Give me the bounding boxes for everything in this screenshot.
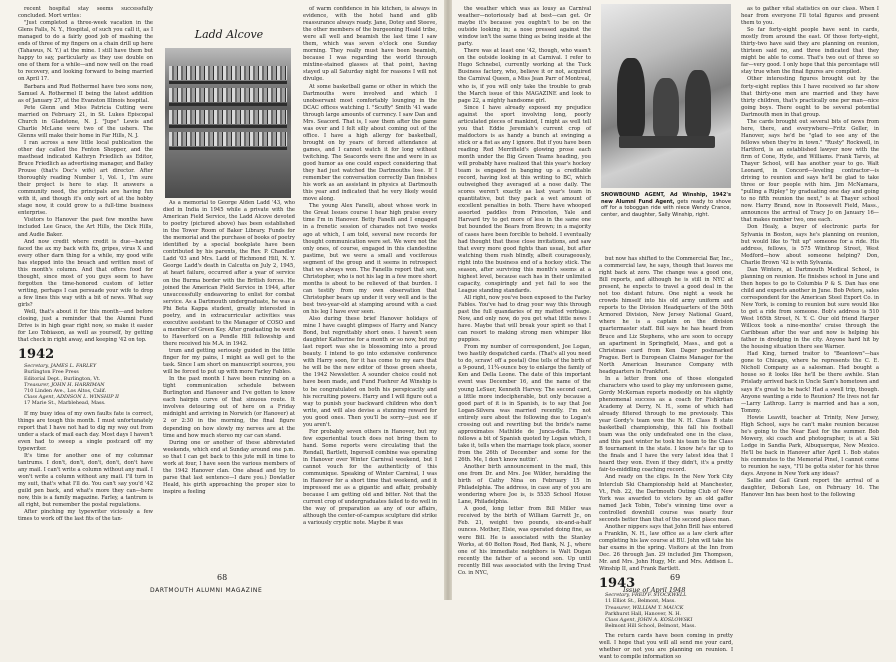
left-column-2 (163, 200, 295, 564)
paragraph: Pete Glenn and Miss Patricia Cutting were married on February 21, in St. Lukes Episcopal Church in Gladstone, N. J. "Jupe" Lewis and Charlie McLane were two of the ushers. The Glenns will make their home in Far Hills, N. J. (18, 104, 153, 139)
photo-caption-lead: SNOWBOUND AGENT, Ad Winship, 1942's new Alumni Fund Agent, (601, 192, 731, 205)
treasurer-line-1943: Treasurer, WILLIAM T. MAUCK (605, 604, 684, 611)
paragraph: The return cards have been coming in pretty well. I hope that you will all send me your card, whether or not you are planning on reunion. I want to compile information so (599, 633, 733, 661)
secretary-address-1943: 11 Elliot St., Belmont, Mass. (605, 598, 676, 605)
paragraph: For probably seven others in Hanover, but my few experiential touch does not bring them to hand. Some reports were circulating that the Rendall, Bartlett, Ingersoll combine was operating in Hanover over Winter Carnival weekend, but I cannot vouch for the authenticity of this communique. Speaking of Winter Carnival, I was in Hanover for a short time that weekend, and it impressed me as a gigantic and affair, probably because I am getting old and bitter. Not that the current crop of undergraduates failed to do well in the way of preparation as any of our affairs, although the center-of-campus sculpture did strike a variously cryptic note. Maybe it was (303, 428, 437, 527)
class-agent-address: 17 Marie St., Marblehead, Mass. (24, 400, 106, 407)
left-col1-body (18, 6, 153, 344)
paragraph: trum and getting seriously guided in the little finger for my pains, I might as well get to the task. Since I am short on manuscript sources, you will be forced to put up with more Farley Fables. (163, 347, 295, 376)
ladd-alcove-photo-block (163, 4, 295, 196)
photo-caption-text: gets ready to shove off for a toboggan ride with niece Wendy Crance, center, and daughter, Sally Winship, right. (601, 198, 732, 219)
paragraph: Barbara and Rud Rothermel have two sons now, Samuel A. Rothermel II being the latest addition as of January 27, at the Evanston Illinois hospital. (18, 83, 153, 104)
secretary-address: Burlington Free Press (24, 369, 79, 376)
secretary-line: Secretary, JAMES L. FARLEY (24, 363, 97, 370)
paragraph: All right, now you've been exposed to the Farley Fables. You've had to drag your way this through past the full quandaries of my matted verbiage. Now, and only now, do you get what little news I have. Maybe that will break your spirit so that I can resort to making strong men whimper like puppies. (458, 294, 591, 344)
footer-right: Issue of April 1948 (623, 586, 686, 594)
paragraph: And ready on the clips. In the New York City Interclub Ski Championship held at Manchester, Vt., Feb. 22, the Dartmouth Outing Club of New York was awarded to victors by an old gaffer named Jack Tobin, Tobe's winning time over a controlled downhill course was nearly four seconds better than that of the second place man. (599, 474, 733, 523)
snowbound-agent-photo (601, 4, 731, 188)
paragraph: Other interesting figures brought out by the forty-eight replies this I have received so far show that thirty-one men are married and they have thirty children, that's practically one per man—nice going boys. There ought to be several potential Dartmouth men in that group. (741, 76, 879, 118)
paragraph: as to gather vital statistics on our class. When I hear from everyone I'll total figures and present them to you. (741, 6, 879, 27)
left-column-1 (18, 6, 153, 564)
paragraph: Well, that's about it for this month—and before closing, just a reminder that the Alumni Fund Drive is in high gear right now, so make it easier for Leo Tobiason, as well as yourself, by getting that check in right away, and keeping '42 on top. (18, 309, 153, 344)
secretary-address-2: Editorial Dept., Burlington, Vt. (24, 375, 101, 382)
paragraph: During one or another of these abbreviated weekends, which end at Sunday around one p.m. so that I can get back to this jute mill in time to work at four, I have seen the various members of the 1942 Hanover clan. One ahead and try to parse that last sentence—I dare you.) Dowlatler Heald, his girth approaching the proper size to inspire a feeling (163, 439, 295, 495)
paragraph: Had King, turned traitor to "Beantown"—has gone to Chicago, where he represents the C. E. Nicholl Company as a salesman. Had bought a house so it looks like he'll be there awhile. Stan Prislady arrived back in Uncle Sam's hometown and says it's great to be back! Had a swell trip, though. Anyone wanting a ride to Reunion? He lives not far—Larry Lathrop. Larry is married and has a son, Tommy. (741, 351, 879, 414)
paragraph: Howie Leavitt, teacher at Trinity, New Jersey, High School, says he can't make reunion because he's going to the Near East for the summer. Bob Mowery, ski coach and photographer, is at a Ski Lodge in Sandia Park, Albuquerque, New Mexico. He'll be back in Hanover after April 1. Bob states his commutes to the Memorial Pinel, I cannot come to reunion he says, "I'll be gotta sister for his three days. Anyone in New York any ideas? (741, 414, 879, 478)
paragraph: Don Healy, a buyer of electronic parts for Sylvania in Boston, says he's planning on reunion, but would like to "hit up" someone for a ride. His address, fellows, is 575 Winthrop Street, West Medford—how about someone helping? Don, Charlie Brown '42 is with Sylvania. (741, 224, 879, 266)
paragraph: If my busy idea of my own faults fate is correct, things are tough this month. I must unfortunately report that I have not had to dig my way out from under a stack of mail each day. Most days I haven't even had to sweep a single postcard off my typewriter. (18, 410, 153, 452)
right-col1-body (458, 6, 591, 577)
right-page (450, 0, 896, 661)
paragraph: It's time for another one of my columnar tantrums. I don't, don't, don't, don't, don't have any mail. I can't write a column without any mail. I won't write a column without any mail. I'll turn in my suit, that's what I'll do. You can't say you'd '42 guild pen back, and what's more they can—here now, this is a family magazine. Farley, a tantrum is all right, but remember the postal regulations. (18, 452, 153, 509)
paragraph: recent hospital stay seems successfully concluded. Mort writes: (18, 6, 153, 20)
paragraph: Visitors to Hanover the past few months have included Lee Grace, the Art Hills, the Dick Hills, and Audie Baker. (18, 217, 153, 238)
paragraph: The cards brought out several bits of news from here, there, and everywhere—Fritz Geller, in Hanover, says he'd be "glad to see any of the fellows when they're in town." "Rusty" Rockwell, in Hartford, is an established lawyer now with the firm of Cone, Hyde, and Williams. Frank Tarvis, at Thayer School, will has another year to go. Walt Leonard, in Concord—leveling contractor—is driving to reunion and says he'll be glad to take three or four people with him. Jim McNamara, "pulling a Ripley" by graduating one day and going to no fifth reunion the next," is at Thayer school now. Harry Brand, now in Roosevelt Field, Mass., announces the arrival of Tracy Jo on January 16—that makes number two, one each. (741, 118, 879, 224)
footer-left: DARTMOUTH ALUMNI MAGAZINE (150, 587, 263, 594)
paragraph: In a letter from one of those elongated characters who used to play my unforeseen game, Gordy McKernan reports modestly on his slightly phenomenal success as a coach for Fishkrtian Academy at Derry, N. H., some of which had already filtered through to me previously. This year Gordy's team won the N. H. Class B state basketball championship, this fall his football team was the only undefeated one in the class, and this past winter he took his team to the Class B tournament in the state. I know he's far up to the finals and I have the very latest idea that I heard they won. Even if they didn't, it's a pretty fair-to-middling coaching record. (599, 375, 733, 474)
page-number-right: 69 (670, 573, 681, 582)
right-column-3 (741, 6, 879, 564)
photo-title: Ladd Alcove (194, 28, 264, 41)
left-col2-body (163, 200, 295, 496)
paragraph: Dan Winters, at Dartmouth Medical School, is planning on reunion. He finishes school in June and then hopes to go to Columbia P & S. Dan has one child and expects another in June. Bob Peters, sales correspondent for the American Steel Export Co. in New York, is coming to reunion but sure would like to get a ride from someone. Bob's address is 510 West 165th Street, N. Y. C. Our old friend Harper Willcox took a nine-months' cruise through the Caribbean after the war and now is helping his father in dredging in the city. Anyone hard hit by the housing situation there see Warner. (741, 266, 879, 351)
treasurer-line: Treasurer, JOHN H. HARRIMAN (24, 381, 105, 388)
secretary-line-1943: Secretary, FRED F. STOCKWELL (605, 592, 687, 599)
class-agent-address-1943: Belmont Hill School, Belmont, Mass. (605, 623, 696, 630)
paragraph: Another nippers says that John Brill has entered a Franklin, N. H., law office as a law clerk after completing his law course at BU. John will take his bar exams in the spring. Visitors at the Inn from Dec. 26 through Jan. 29 included Jim Thompson, Mr. and Mrs. John Hugy, Mr. and Mrs. Addison L. Winship II, and Frank Bartlett. (599, 523, 733, 573)
class-year-heading-1943: 1943 (599, 576, 636, 592)
paragraph: Also during these brief Hanover holidays of mine I have caught glimpses of Harry and Nancy Bond, but regrettably short ones. I haven't seen daughter Katherine for a month or so now, but my last report was she is blossoming into a proud beauty. I intend to go into extensive conference with Harry soon, for it has come to my ears that he will be the new editor of those green sheets, the 1942 Newsletter. A sounder choice could not have been made, and Fund Fuehrer Ad Winship is to be congratulated on both his perspicacity and his recruiting powers. Harry and I will figure out a way to punish your backward children who don't write, and will also devise a stunning reward for you good ones. Then you'll be sorry—just see if you aren't. (303, 316, 437, 428)
treasurer-address: 710 Linden Ave., Los Altos, Calif. (24, 388, 107, 395)
paragraph: As a memorial to George Alden Ladd '43, who died in India in 1945 while a private with the American Field Service, the Ladd Alcove devoted to poetry (pictured above) has been established in the Tower Room of Baker Library. Funds for the memorial and the purchase of books of poetry identified by a special bookplate have been contributed by his parents, the Rev. P. Chandler Ladd '03 and Mrs. Ladd of Richmond Hill, N. Y. George Ladd's death in Calcutta on July 2, 1945, at heart failure, occurred after a year of service on the Burma border with the British forces. He joined the American Field Service in 1944, after unsuccessfully endeavoring to enlist for combat service. As a Dartmouth undergraduate, he was a Phi Beta Kappa student, greatly interested in poetry, and in extracurricular activities was executive assistant to the Manager of COSO and a member of Green Key. After graduating he went to Haverford on a Pendle Hill fellowship and there received his M.A. in 1942. (163, 200, 295, 347)
paragraph: After pinching my typewriter viciously a few times to work off the last fits of the tan- (18, 509, 153, 523)
paragraph: And now credit where credit is due—having faced the ax my back with fix, gripes, virus X and every other darn thing for a while, my good wife has stepped into the breach and written most of this month's column. And that offers food for thought, since most of you guys seem to have forgotten the time-honored custom of letter writing, perhaps I can persuade your wife to drop a few lines this way with a bit of news. What say girls? (18, 238, 153, 308)
paragraph: A good, long letter from Bill Miller was received by the birth of William Garrett Jr., on Feb. 21, weight two pounds, six-and-a-half ounces. Mother, Elsie, was operated doing fine, as were Bill. He is associated with the Stanley Works, at 60 Bolton Road, Red Bank, N. J., where one of his immediate neighbors is Walt Dugan recently the father of a second son. Up until recently Bill was associated with the Irving Trust Co. in NYC, (458, 506, 591, 576)
paragraph: From my number of correspondent, Joe Logan, two hastily despatched cards. (That's all you need to do, scraw! off a postal) One tells of the birth of a 9-pound, 11¾-ounce boy to enlarge the family of Ken and Della Leone. The date of this important event was December 16, and the name of the young LeSuer, Kenneth Harvey. The second card, a little more indecipherable, but only because a good part of it is in Spanish, is to say that Joe Logan-Silvera was married recently. I'm not entirely sure about the following due to Logan's crossing out and rewriting but the bride's name approximates Mathilde de Junca-della. There follows a bit of Spanish quoted by Logan which, I take it, tells when the marriage took place, sooner from the 26th of December and some for the 26th. Me, I don't know nuttin'. (458, 344, 591, 463)
right-col2-body (599, 256, 733, 573)
class-agent-line-1943: Class Agent, JOHN A. KOSLOWSKI (605, 616, 693, 623)
page-number-left: 68 (217, 573, 228, 582)
paragraph: I ran across a new little local publication the other day called the Fenton Shopper, and the masthead indicated Kathryn Friedlich as Editor, Bruce Friedlich as advertising manager, and Bailey Prouse (that's Doc's wife) art director. After thoroughly reading Number 1, Vol. 1, I'm sure their project is here to stay. It answers a community need, the principals are having fun with it, and though it's only sort of at the hobby stage now, it could grow to a full-time business enterprise. (18, 139, 153, 217)
right-column-1 (458, 6, 591, 576)
paragraph: In the past month I have been running on a tight communication schedule between Burlington and Hanover and I've gotten to know each hairpin curve of that sinuous route. It involves detouring out of here on a Friday midnight and arriving in Norwich (or Hanover) at 2 or 2:30 in the morning, the final figure depending on how slowly my nerves are at the time and how much stereo my car can stand. (163, 376, 295, 439)
paragraph: Since I have already exposed my prejudice against the sport involving long, poorly articulated pieces of mankind, I might as well tell you that Eddie Jeremiah's current crop of maldoctors is as handy a bunch at swinging a stick or a fist as any I ignore. But if you have been reading Red Merrifield's glowing prose each month under the Big Green Teams heading, you will probably have realized that this year's hockey team is engaged in banging up a creditable record, having lost at this writing to BC, which outweighed they averaged at a nose daily. The scores weren't exactly as last year's team in quantitative, but they pack a wet amount of excellent penalties in both. There have whooped assorted paddles from Princeton, Yale and Harvard try to get more of less in the same one but bounded the Bears from Brown; in a majority of cases have been forcible to behold. I eventually had thought that these close invitations, and saw that every more good fights than usual, but after watching them rush blindly, albeit courageously, right into the business end of a hockey stick. The season, after surviving this month's seems at a highest level, because each has in their unlimited capacity, conspiringly and yet fail to see the League standing standards. (458, 104, 591, 294)
section-1943-body (599, 633, 733, 661)
paragraph: Another birth announcement in the mail, this one from Dr. and Mrs. Joe Wilder, heralding the birth of Cathy Nina on February 15 in Philadelphia. The address, in case any of you are wondering where Joe is, is 5535 School House Lane, Philadelphia. (458, 464, 591, 506)
class-agent-line: Class Agent, ADDISON L. WINSHIP II (24, 394, 119, 401)
paragraph: The young Alex Fanelli, about whose work in the Great Issues course I hear high praise every time I'm in Hanover. Betty Fanelli and I engaged in a frenetic session of charades not two weeks ago at which, I am told, several new records for thought communication were set. We were not the only ones, of course, engaged in this clandestine pastime, but we were a small and vociferous segment of the group and it seems in retrospect that we always won. The Fanellis report that son, Christopher, who is not his lag in a few more short months is about to be relieved of that burden. I can testify from my own observation that Christopher bears up under it very well and is the best two-year-old at stamping around with a cast on his leg I have ever seen. (303, 203, 437, 316)
class-year-heading-1942: 1942 (18, 347, 55, 363)
paragraph: There was at least one '42, though, who wasn't on the outside looking in at Carnival. I refer to Hugo Schnebel, currently working at the Tuck Business factory, who, believe it or not, acquired the Carnival Queen, a Miss Jean Parr of Montreal, who is, if you will only take the trouble to grab the March issue of this MAGAZINE and look to page 22, a mighty handsome girl. (458, 48, 591, 104)
left-column-3 (303, 6, 437, 564)
left-page (0, 0, 446, 600)
paragraph: "Just completed a three-week vacation in the Glens Falls, N. Y., Hospital, of such you call it, as I managed to do a fairly good job of mashing the ends of three of my fingers on a chain drill up here (Tahawus, N. Y.) at the mine. I still have them but happy to say, particularly as they use double on one of them for a while—and now well on the road to recovery, and looking forward to being married on April 17. (18, 20, 153, 83)
photo-caption (601, 192, 731, 219)
treasurer-address-1943: Parkhurst Hall, Hanover, N. H. (605, 610, 682, 617)
paragraph: Sallie and Gail Grant report the arrival of a daughter, Deborah Lee, on February 16. The Hanover Inn has been host to the following (741, 478, 879, 499)
paragraph: At some basketball game or other in which the Dartmouths were involved and which I unobservant most comfortably lounging in the DCAC offices watching I. "Scuffy" Smith '41 wade through large amounts of currency. I saw Dan and Mrs. Seacord. That is, I saw them after the game was over and I felt silly about coming out of the office. I have a high allergy for basketball, brought on by years of forced attendance at games, and I cannot watch it for long without twitching. The Seacords were fine and were in as good humor as one could expect considering that they had just watched the Dartmouths lose. If I remember the conversation correctly Dan finishes his work as an assistant in physics at Dartmouth this year and indicated that he very likely would move along. (303, 83, 437, 203)
section-1942-body (18, 411, 153, 524)
right-col3-body (741, 6, 879, 499)
ladd-alcove-photo (165, 48, 291, 198)
paragraph: but now has shifted to the Commercial Bar, Inc., a commercial law, he says, though that leaves me right back at zero. The change was a good one, Bill reports, and although he is still in NYC at present, he expects to travel a good deal in the not too distant future. One night a week he crowds himself into his old army uniform and reports to the Division Headquarters of the 50th Armored Division, New Jersey National Guard, where he is a captain on the division quartermaster staff. Bill says he has heard from Bruce and Liz Stephens, who are soon to occupy an apartment in Springfield, Mass., and got a Christmas card from Ken Dager postmarked Prague. Bert is European Claims Manager for the North American Insurance Company with headquarters in Frankfurt. (599, 256, 733, 375)
paragraph: So far forty-eight people have sent in cards, mostly from around the east. Of those forty-eight, thirty-two have said they are planning on reunion, thirteen said no, and three indicated that they might be able to come. That's two out of three so far—very good. I only hope that this percentage will stay true when the final figures are compiled. (741, 27, 879, 76)
paragraph: of warm confidence in his kitchen, is always in evidence, with the hotel hand and glib reassurance always ready. Jane, Dotey and Steeve, the other members of the burgeoning Heald tribe, were all well and beamish the last time I saw them, which was seven o'clock one Sunday morning. They really must have been beamish, because I was regarding the world through mixtine-stained glasses at that point, having stayed up all Saturday night for reasons I will not divulge. (303, 6, 437, 83)
paragraph: the weather which was as lousy as Carnival weather—notoriously bad at best—can get. Or maybe it's because you oughtn't to be on the outside looking in; a nose pressed against the window isn't the same thing as being inside at the party. (458, 6, 591, 48)
left-col3-body (303, 6, 437, 527)
